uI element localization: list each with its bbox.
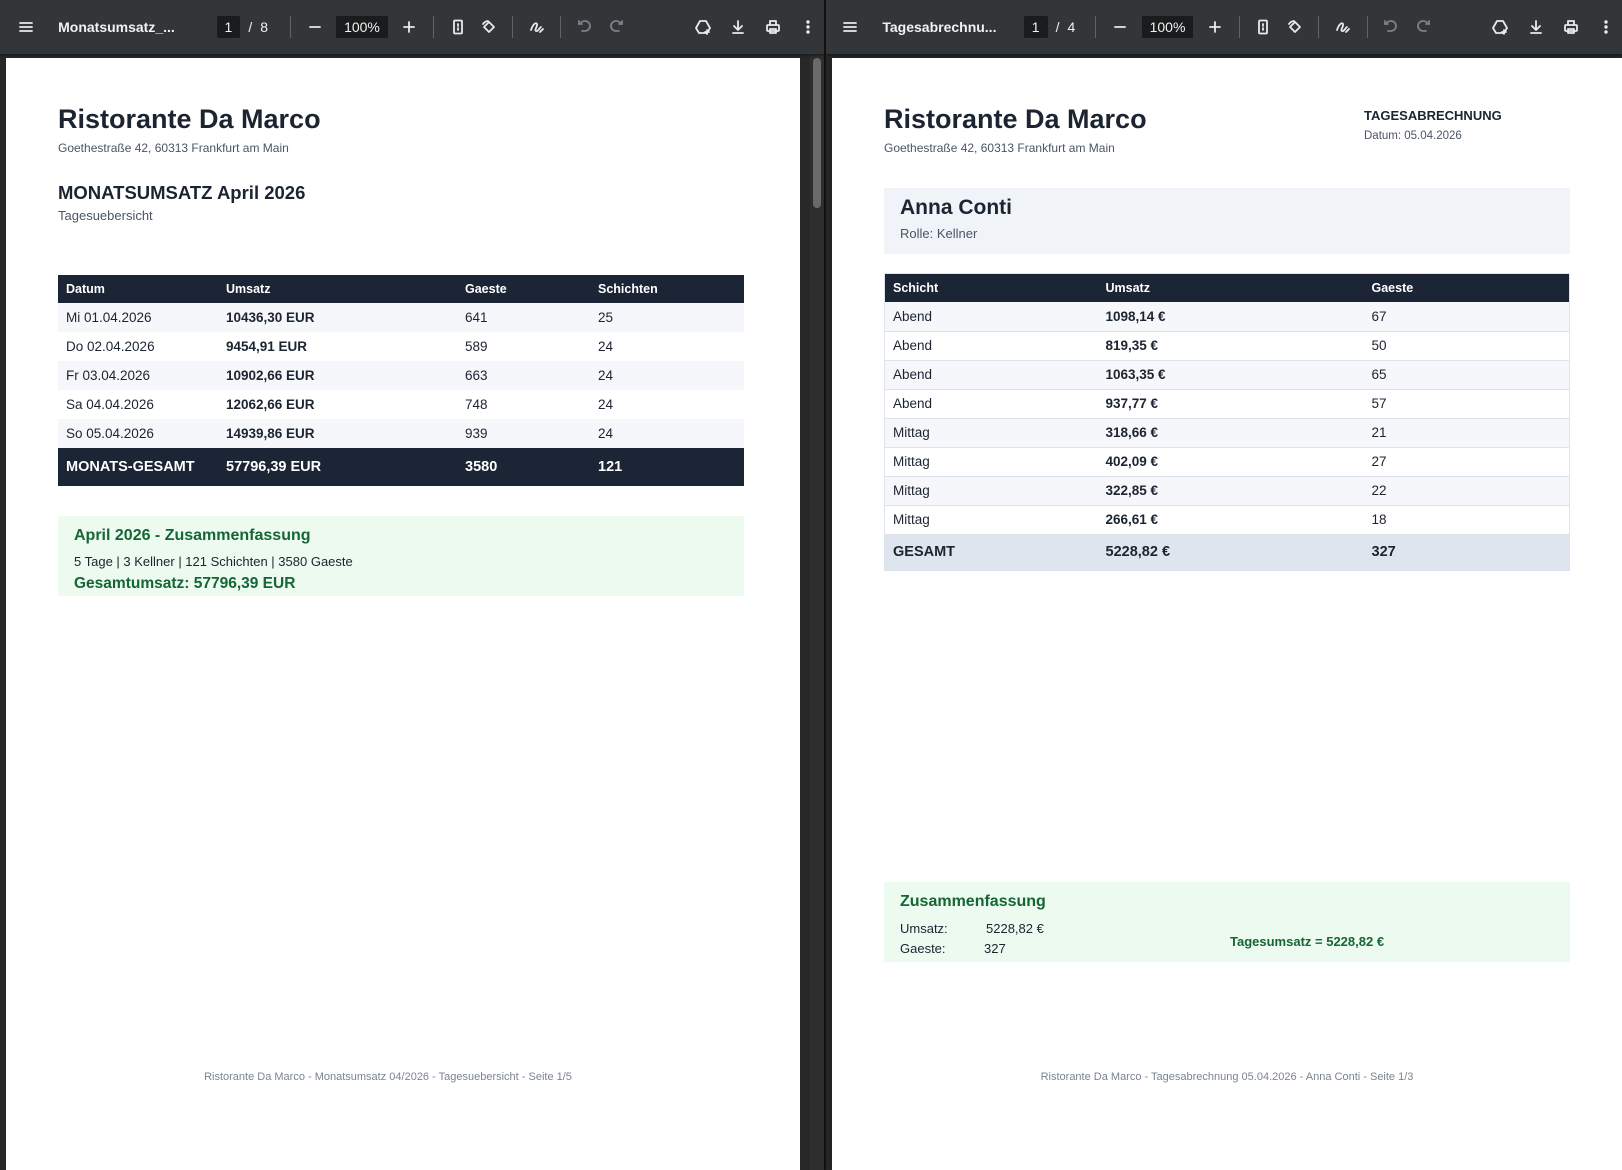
right-pdf-viewer: [826, 0, 1622, 1170]
drive-save-icon[interactable]: [1485, 11, 1516, 43]
table-cell: 67: [1364, 302, 1570, 331]
table-cell: 663: [457, 361, 590, 390]
table-cell: 24: [598, 339, 614, 354]
toolbar-divider: [1095, 16, 1096, 38]
column-header: Schicht: [885, 274, 1098, 303]
table-cell: Abend: [885, 360, 1098, 389]
table-total-row: [885, 534, 1570, 570]
table-row: [885, 389, 1570, 418]
table-cell: Mittag: [893, 512, 930, 527]
page-separator: /: [248, 19, 253, 35]
table-cell: Abend: [893, 338, 933, 353]
undo-icon[interactable]: [1376, 11, 1407, 43]
menu-icon[interactable]: [834, 11, 865, 43]
table-cell: GESAMT: [893, 544, 956, 560]
annotate-icon[interactable]: [521, 11, 552, 43]
column-header: Schichten: [590, 275, 744, 303]
tagesumsatz-total: Tagesumsatz = 5228,82 €: [1230, 934, 1385, 949]
print-icon[interactable]: [1555, 11, 1586, 43]
restaurant-address: Goethestraße 42, 60313 Frankfurt am Main: [884, 141, 1115, 155]
table-cell: 322,85 €: [1098, 476, 1364, 505]
zoom-out-icon[interactable]: [299, 11, 330, 43]
shift-table: [884, 273, 1570, 571]
table-header-row: [885, 274, 1570, 303]
rotate-icon[interactable]: [1279, 11, 1310, 43]
table-cell: 9454,91 EUR: [226, 339, 308, 354]
page-number-input[interactable]: 1: [1024, 16, 1048, 38]
table-cell: Mittag: [885, 476, 1098, 505]
table-cell: 327: [1371, 544, 1396, 560]
pdf-page: [6, 58, 800, 1170]
document-title: Monatsumsatz_...: [58, 19, 175, 35]
table-row: [58, 303, 744, 332]
column-header: Gaeste: [457, 275, 590, 303]
employee-name: Anna Conti: [900, 196, 1012, 219]
table-cell: 14939,86 EUR: [218, 419, 457, 448]
table-row: [58, 332, 744, 361]
table-cell: Abend: [893, 396, 933, 411]
more-options-icon[interactable]: [1591, 11, 1622, 43]
table-row: [58, 390, 744, 419]
print-icon[interactable]: [758, 11, 789, 43]
column-header: Datum: [58, 275, 218, 303]
table-row: [885, 331, 1570, 360]
toolbar-divider: [560, 16, 561, 38]
employee-card: [884, 188, 1570, 254]
table-cell: Mittag: [893, 454, 930, 469]
drive-save-icon[interactable]: [687, 11, 718, 43]
table-cell: 1098,14 €: [1098, 302, 1364, 331]
menu-icon[interactable]: [10, 11, 41, 43]
column-header: Umsatz: [1098, 274, 1364, 303]
page-footer: Ristorante Da Marco - Tagesabrechnung 05.04.2026 - Anna Conti - Seite 1/3: [1040, 1071, 1414, 1083]
summary-total: Gesamtumsatz: 57796,39 EUR: [74, 575, 296, 592]
table-row: [885, 505, 1570, 534]
table-cell: 27: [1371, 454, 1387, 469]
redo-icon[interactable]: [600, 11, 631, 43]
table-cell: 12062,66 EUR: [226, 397, 315, 412]
table-row: [885, 476, 1570, 505]
umsatz-label: Umsatz:: [900, 921, 948, 936]
toolbar-divider: [1318, 16, 1319, 38]
page-number-input[interactable]: 1: [217, 16, 241, 38]
document-subheading: Tagesuebersicht: [58, 208, 153, 223]
umsatz-value: 5228,82 €: [986, 921, 1044, 936]
toolbar-divider: [1367, 16, 1368, 38]
table-cell: Mittag: [885, 418, 1098, 447]
fit-page-icon[interactable]: [1248, 11, 1279, 43]
table-cell: 937,77 €: [1105, 396, 1159, 411]
table-cell: Abend: [885, 302, 1098, 331]
table-cell: 22: [1364, 476, 1570, 505]
page-footer: Ristorante Da Marco - Monatsumsatz 04/2026 - Tagesuebersicht - Seite 1/5: [204, 1071, 572, 1083]
table-header-row: [58, 275, 744, 303]
document-heading: MONATSUMSATZ April 2026: [58, 182, 306, 203]
scrollbar[interactable]: [810, 54, 824, 1170]
toolbar-divider: [512, 16, 513, 38]
toolbar-divider: [1239, 16, 1240, 38]
table-cell: 21: [1364, 418, 1570, 447]
table-cell: MONATS-GESAMT: [66, 459, 195, 475]
scrollbar-thumb[interactable]: [813, 58, 821, 208]
zoom-out-icon[interactable]: [1104, 11, 1135, 43]
page-total: 8: [260, 19, 268, 35]
table-cell: 266,61 €: [1105, 512, 1159, 527]
left-toolbar: [0, 0, 824, 54]
restaurant-name: Ristorante Da Marco: [58, 104, 321, 134]
annotate-icon[interactable]: [1327, 11, 1358, 43]
summary-box: [884, 882, 1570, 962]
table-cell: 65: [1364, 360, 1570, 389]
table-cell: 18: [1371, 512, 1387, 527]
toolbar-divider: [433, 16, 434, 38]
zoom-in-icon[interactable]: [1199, 11, 1230, 43]
table-cell: Fr 03.04.2026: [58, 361, 218, 390]
table-cell: 5228,82 €: [1105, 544, 1171, 560]
redo-icon[interactable]: [1407, 11, 1438, 43]
table-cell: 748: [465, 397, 488, 412]
table-cell: Mi 01.04.2026: [58, 303, 218, 332]
fit-page-icon[interactable]: [442, 11, 473, 43]
table-cell: 25: [590, 303, 744, 332]
pdf-page: [832, 58, 1622, 1170]
table-cell: 57796,39 EUR: [226, 459, 322, 475]
table-cell: 121: [598, 459, 623, 475]
gaeste-label: Gaeste:: [900, 941, 946, 956]
table-cell: 57: [1371, 396, 1387, 411]
table-cell: 10436,30 EUR: [218, 303, 457, 332]
table-cell: Sa 04.04.2026: [66, 397, 154, 412]
summary-line: 5 Tage | 3 Kellner | 121 Schichten | 3580 Gaeste: [74, 554, 353, 569]
table-row: [885, 302, 1570, 331]
daily-revenue-table: [58, 275, 744, 486]
table-cell: 3580: [465, 459, 498, 475]
summary-title: Zusammenfassung: [900, 893, 1046, 910]
table-row: [885, 418, 1570, 447]
document-title: Tagesabrechnu...: [882, 19, 997, 35]
table-total-row: [58, 448, 744, 486]
table-row: [58, 361, 744, 390]
table-cell: 939: [457, 419, 590, 448]
download-icon[interactable]: [723, 11, 754, 43]
zoom-level-input[interactable]: 100%: [1142, 16, 1194, 38]
document-date: Datum: 05.04.2026: [1364, 130, 1462, 142]
download-icon[interactable]: [1520, 11, 1551, 43]
employee-role: Rolle: Kellner: [900, 226, 978, 241]
page-total: 4: [1067, 19, 1076, 35]
table-cell: 50: [1371, 338, 1387, 353]
table-cell: 10902,66 EUR: [218, 361, 457, 390]
restaurant-name: Ristorante Da Marco: [884, 104, 1147, 134]
gaeste-value: 327: [984, 941, 1006, 956]
table-cell: 819,35 €: [1105, 338, 1159, 353]
table-cell: 24: [590, 419, 744, 448]
rotate-icon[interactable]: [473, 11, 504, 43]
table-cell: 318,66 €: [1098, 418, 1364, 447]
table-cell: 589: [465, 339, 488, 354]
table-cell: Do 02.04.2026: [66, 339, 155, 354]
right-toolbar: [826, 0, 1622, 54]
summary-box: [58, 516, 744, 596]
table-row: [58, 419, 744, 448]
summary-title: April 2026 - Zusammenfassung: [74, 527, 311, 544]
table-cell: 1063,35 €: [1098, 360, 1364, 389]
more-options-icon[interactable]: [793, 11, 824, 43]
table-cell: 24: [598, 397, 614, 412]
zoom-in-icon[interactable]: [394, 11, 425, 43]
toolbar-divider: [290, 16, 291, 38]
column-header: Umsatz: [218, 275, 457, 303]
zoom-level-input[interactable]: 100%: [336, 16, 388, 38]
page-separator: /: [1055, 19, 1060, 35]
table-cell: 402,09 €: [1105, 454, 1159, 469]
table-cell: So 05.04.2026: [58, 419, 218, 448]
table-cell: 24: [590, 361, 744, 390]
table-row: [885, 360, 1570, 389]
column-header: Gaeste: [1364, 274, 1570, 303]
table-row: [885, 447, 1570, 476]
table-cell: 641: [457, 303, 590, 332]
document-label: TAGESABRECHNUNG: [1364, 108, 1502, 123]
undo-icon[interactable]: [569, 11, 600, 43]
restaurant-address: Goethestraße 42, 60313 Frankfurt am Main: [58, 141, 289, 155]
